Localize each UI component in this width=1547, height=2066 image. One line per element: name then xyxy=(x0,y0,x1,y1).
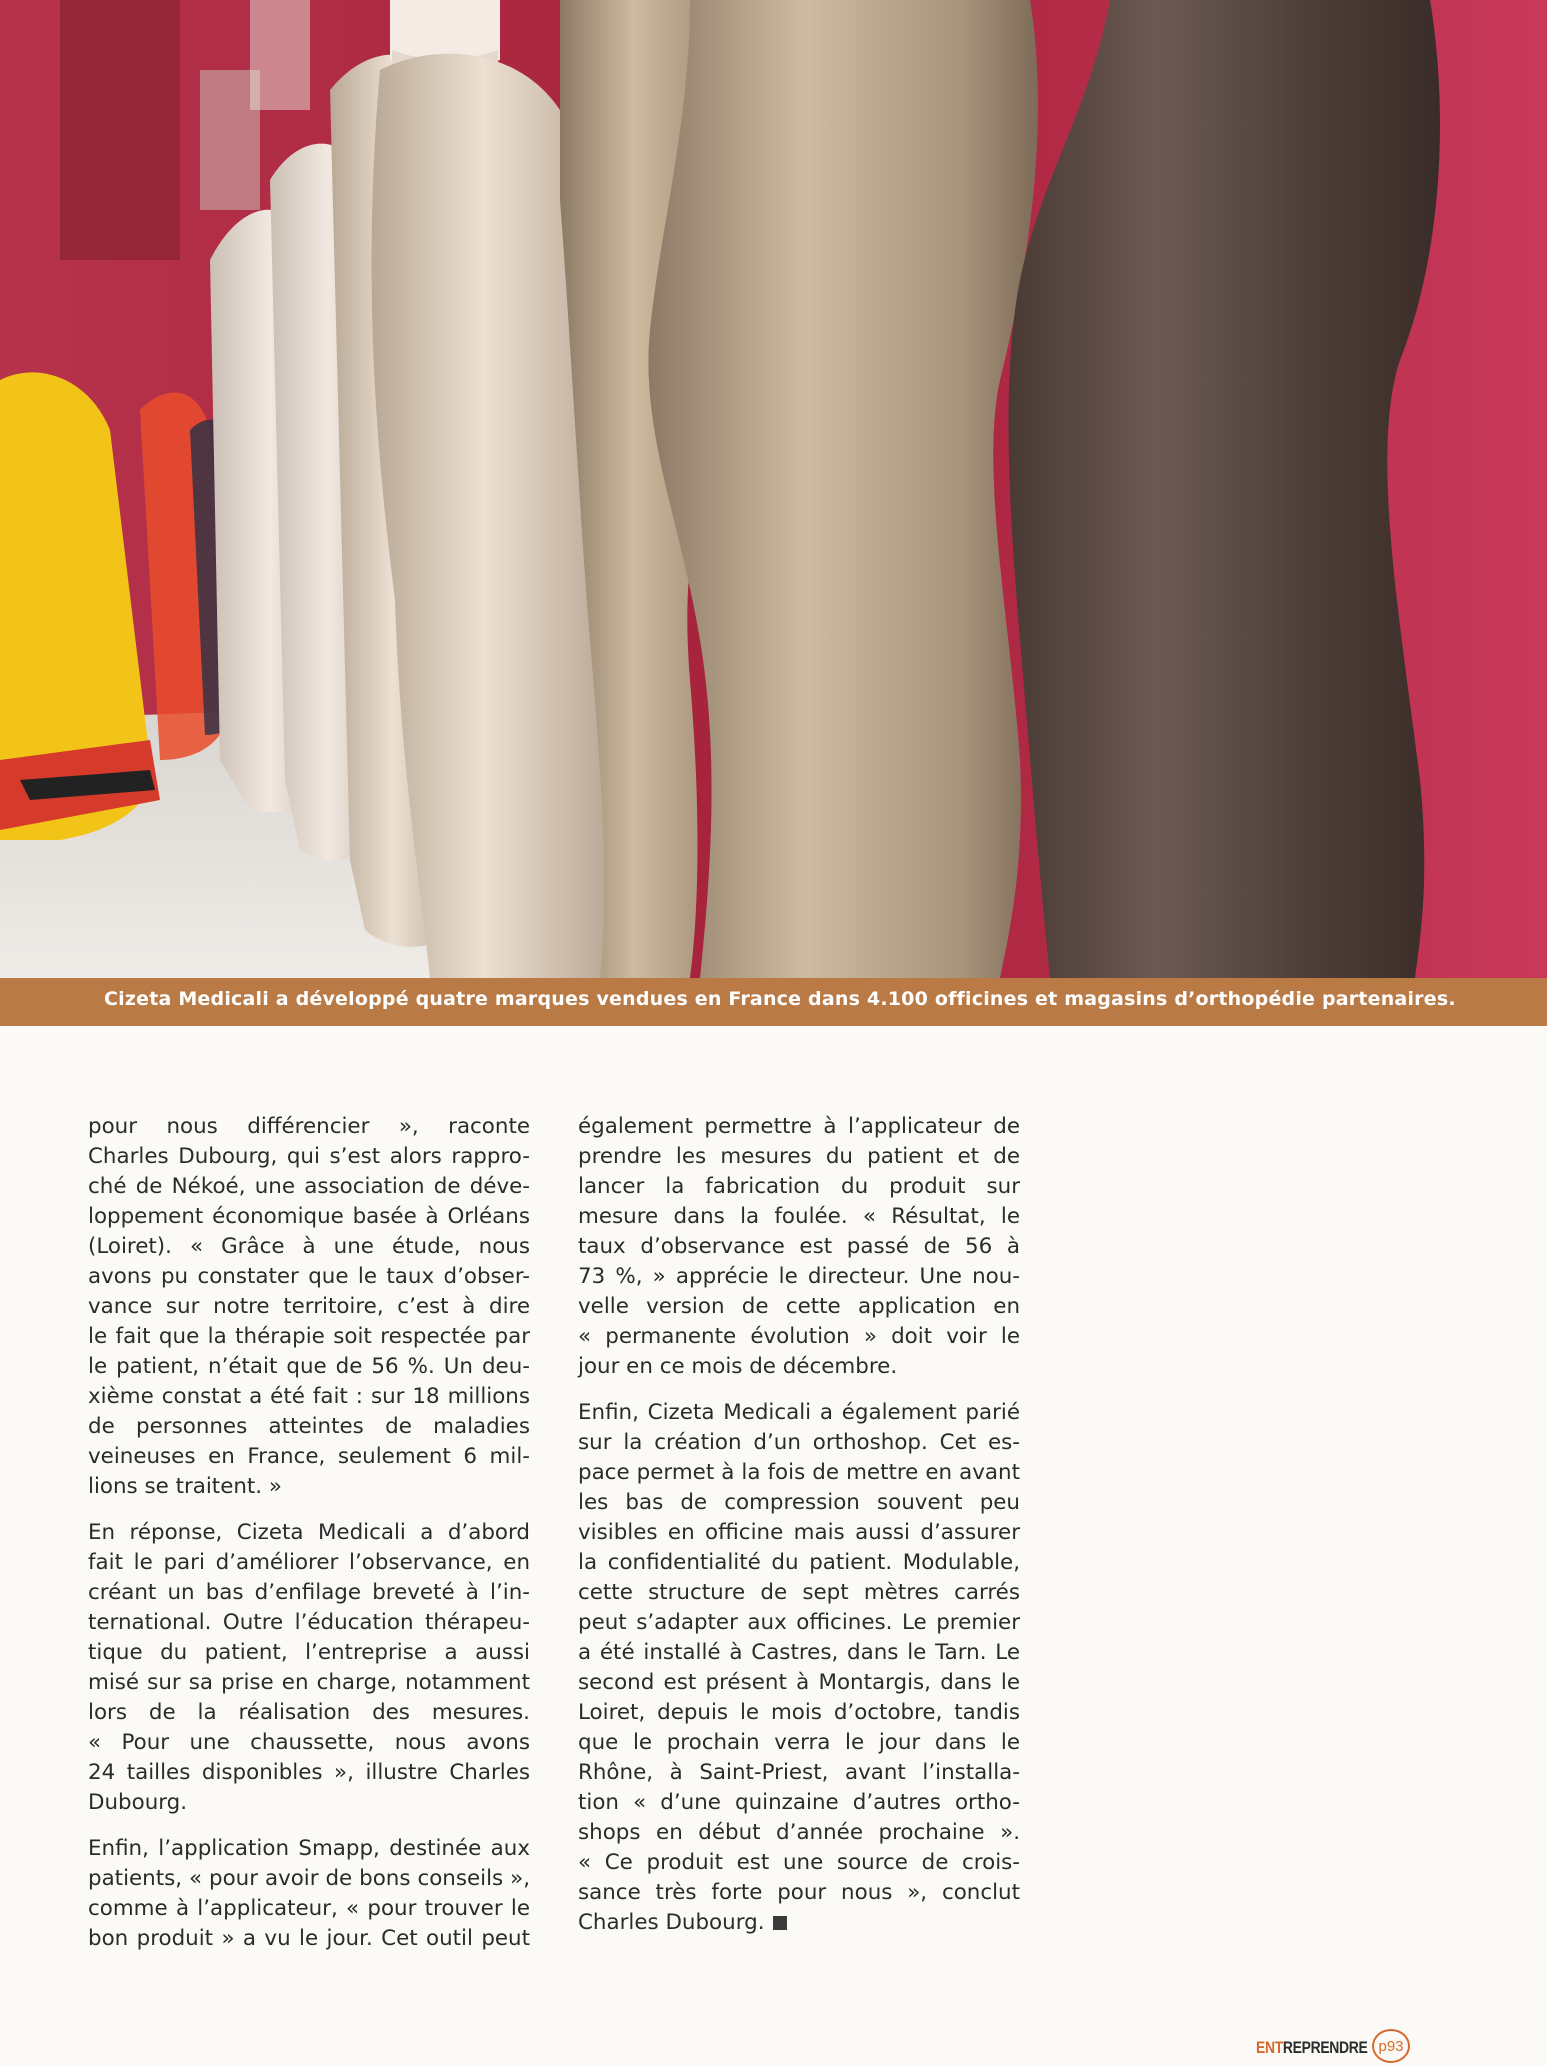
text-line: velle version de cette application en xyxy=(578,1294,1020,1319)
text-line: sance très forte pour nous », conclut xyxy=(578,1880,1020,1905)
article-column-right xyxy=(578,1112,1020,1938)
text-line: de personnes atteintes de maladies xyxy=(88,1414,530,1439)
text-line: mesure dans la foulée. « Résultat, le xyxy=(578,1204,1020,1229)
photo-caption: Cizeta Medicali a développé quatre marques vendues en France dans 4.100 officines et magasins d’orthopédie partenaires. xyxy=(104,988,1456,1010)
text-line: le patient, n’était que de 56 %. Un deu- xyxy=(88,1354,530,1379)
text-line: lancer la fabrication du produit sur xyxy=(578,1174,1020,1199)
text-line: a été installé à Castres, dans le Tarn. Le xyxy=(578,1640,1020,1665)
text-line: peut s’adapter aux officines. Le premier xyxy=(578,1610,1020,1635)
final-line-text: Charles Dubourg. xyxy=(578,1910,765,1935)
text-line: Enfin, l’application Smapp, destinée aux xyxy=(88,1836,530,1861)
text-line: xième constat a été fait : sur 18 millions xyxy=(88,1384,530,1409)
text-line: créant un bas d’enfilage breveté à l’in- xyxy=(88,1580,530,1605)
text-line-final xyxy=(578,1908,1020,1938)
text-line: Dubourg. xyxy=(88,1790,188,1815)
brand-prefix: ENT xyxy=(1256,2038,1283,2057)
text-line: shops en début d’année prochaine ». xyxy=(578,1820,1020,1845)
end-of-article-icon xyxy=(773,1916,787,1930)
text-line: Enfin, Cizeta Medicali a également parié xyxy=(578,1400,1020,1425)
text-line: bon produit » a vu le jour. Cet outil peut xyxy=(88,1926,530,1951)
text-line: lors de la réalisation des mesures. xyxy=(88,1700,530,1725)
text-line: cette structure de sept mètres carrés xyxy=(578,1580,1020,1605)
text-line: En réponse, Cizeta Medicali a d’abord xyxy=(88,1520,530,1545)
text-line: également permettre à l’applicateur de xyxy=(578,1114,1020,1139)
text-line: 24 tailles disponibles », illustre Charles xyxy=(88,1760,530,1785)
text-line: prendre les mesures du patient et de xyxy=(578,1144,1020,1169)
page-number: p93 xyxy=(1378,2037,1404,2055)
stockings-illustration xyxy=(0,0,1547,978)
text-line: loppement économique basée à Orléans xyxy=(88,1204,530,1229)
text-line: tique du patient, l’entreprise a aussi xyxy=(88,1640,530,1665)
text-line: taux d’observance est passé de 56 à xyxy=(578,1234,1020,1259)
text-line: la confidentialité du patient. Modulable, xyxy=(578,1550,1020,1575)
text-line: second est présent à Montargis, dans le xyxy=(578,1670,1020,1695)
text-line: comme à l’applicateur, « pour trouver le xyxy=(88,1896,530,1921)
text-line: patients, « pour avoir de bons conseils », xyxy=(88,1866,530,1891)
text-line: veineuses en France, seulement 6 mil- xyxy=(88,1444,530,1469)
page-number-badge xyxy=(1372,2029,1410,2063)
text-line: misé sur sa prise en charge, notamment xyxy=(88,1670,530,1695)
magazine-brand xyxy=(1256,2038,1367,2058)
text-line: avons pu constater que le taux d’obser- xyxy=(88,1264,530,1289)
text-line: 73 %, » apprécie le directeur. Une nou- xyxy=(578,1264,1020,1289)
text-line: tion « d’une quinzaine d’autres ortho- xyxy=(578,1790,1020,1815)
text-line: « permanente évolution » doit voir le xyxy=(578,1324,1020,1349)
text-line: lions se traitent. » xyxy=(88,1474,282,1499)
text-line: pace permet à la fois de mettre en avant xyxy=(578,1460,1020,1485)
text-line: pour nous différencier », raconte xyxy=(88,1114,530,1139)
text-line: Loiret, depuis le mois d’octobre, tandis xyxy=(578,1700,1020,1725)
text-line: visibles en officine mais aussi d’assurer xyxy=(578,1520,1020,1545)
text-line: (Loiret). « Grâce à une étude, nous xyxy=(88,1234,530,1259)
article-column-left xyxy=(88,1112,530,1954)
text-line: le fait que la thérapie soit respectée par xyxy=(88,1324,530,1349)
text-line: ché de Nékoé, une association de déve- xyxy=(88,1174,530,1199)
text-line: ternational. Outre l’éducation thérapeu- xyxy=(88,1610,530,1635)
text-line: « Pour une chaussette, nous avons xyxy=(88,1730,530,1755)
brand-suffix: REPRENDRE xyxy=(1282,2038,1368,2057)
text-line: jour en ce mois de décembre. xyxy=(578,1354,898,1379)
text-line: vance sur notre territoire, c’est à dire xyxy=(88,1294,530,1319)
text-line: que le prochain verra le jour dans le xyxy=(578,1730,1020,1755)
text-line: Charles Dubourg, qui s’est alors rappro- xyxy=(88,1144,530,1169)
text-line: fait le pari d’améliorer l’observance, en xyxy=(88,1550,530,1575)
article-photo xyxy=(0,0,1547,978)
text-line: sur la création d’un orthoshop. Cet es- xyxy=(578,1430,1020,1455)
text-line: « Ce produit est une source de crois- xyxy=(578,1850,1020,1875)
text-line: les bas de compression souvent peu xyxy=(578,1490,1020,1515)
text-line: Rhône, à Saint-Priest, avant l’installa- xyxy=(578,1760,1020,1785)
